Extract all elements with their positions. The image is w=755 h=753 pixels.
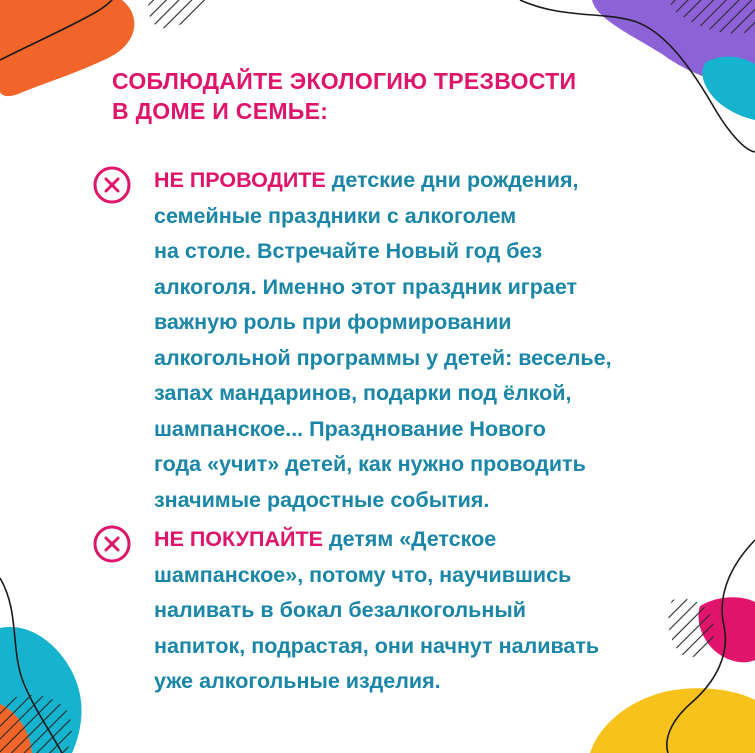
item-line: на столе. Встречайте Новый год без [154,239,543,263]
cyan-blob-top [702,57,755,120]
item-highlight: НЕ ПОКУПАЙТЕ [154,527,323,551]
item-line: шампанское... Празднование Нового [154,416,546,441]
cross-circle-icon [92,524,132,564]
item-line: важную роль при формировании [154,310,512,334]
cross-circle-icon [92,165,132,205]
item-line: года «учит» детей, как нужно проводить [154,452,586,476]
item-line: напиток, подрастая, они начнут наливать [154,633,600,658]
hatch-pattern [148,0,205,28]
item-first-rest: детские дни рождения, [325,168,579,192]
item-line: алкогольной программы у детей: веселье, [154,345,612,370]
item-line: значимые радостные события. [154,487,490,512]
item-line: алкоголя. Именно этот праздник играет [154,274,578,299]
title-line: В ДОМЕ И СЕМЬЕ: [112,98,329,124]
item-first-line [154,522,694,558]
item-line: запах мандаринов, подарки под ёлкой, [154,381,572,405]
item-line: шампанское», потому что, научившись [154,562,572,587]
item-text [154,522,694,700]
item-line: наливать в бокал безалкогольный [154,598,526,622]
title-line: СОБЛЮДАЙТЕ ЭКОЛОГИЮ ТРЕЗВОСТИ [112,68,577,94]
item-first-rest: детям «Детское [322,527,497,551]
item-highlight: НЕ ПРОВОДИТЕ [154,168,326,192]
item-text [154,163,694,518]
item-line: семейные праздники с алкоголем [154,203,517,228]
page-title [112,66,672,126]
item-first-line [154,163,694,199]
item-line: уже алкогольные изделия. [154,669,441,693]
